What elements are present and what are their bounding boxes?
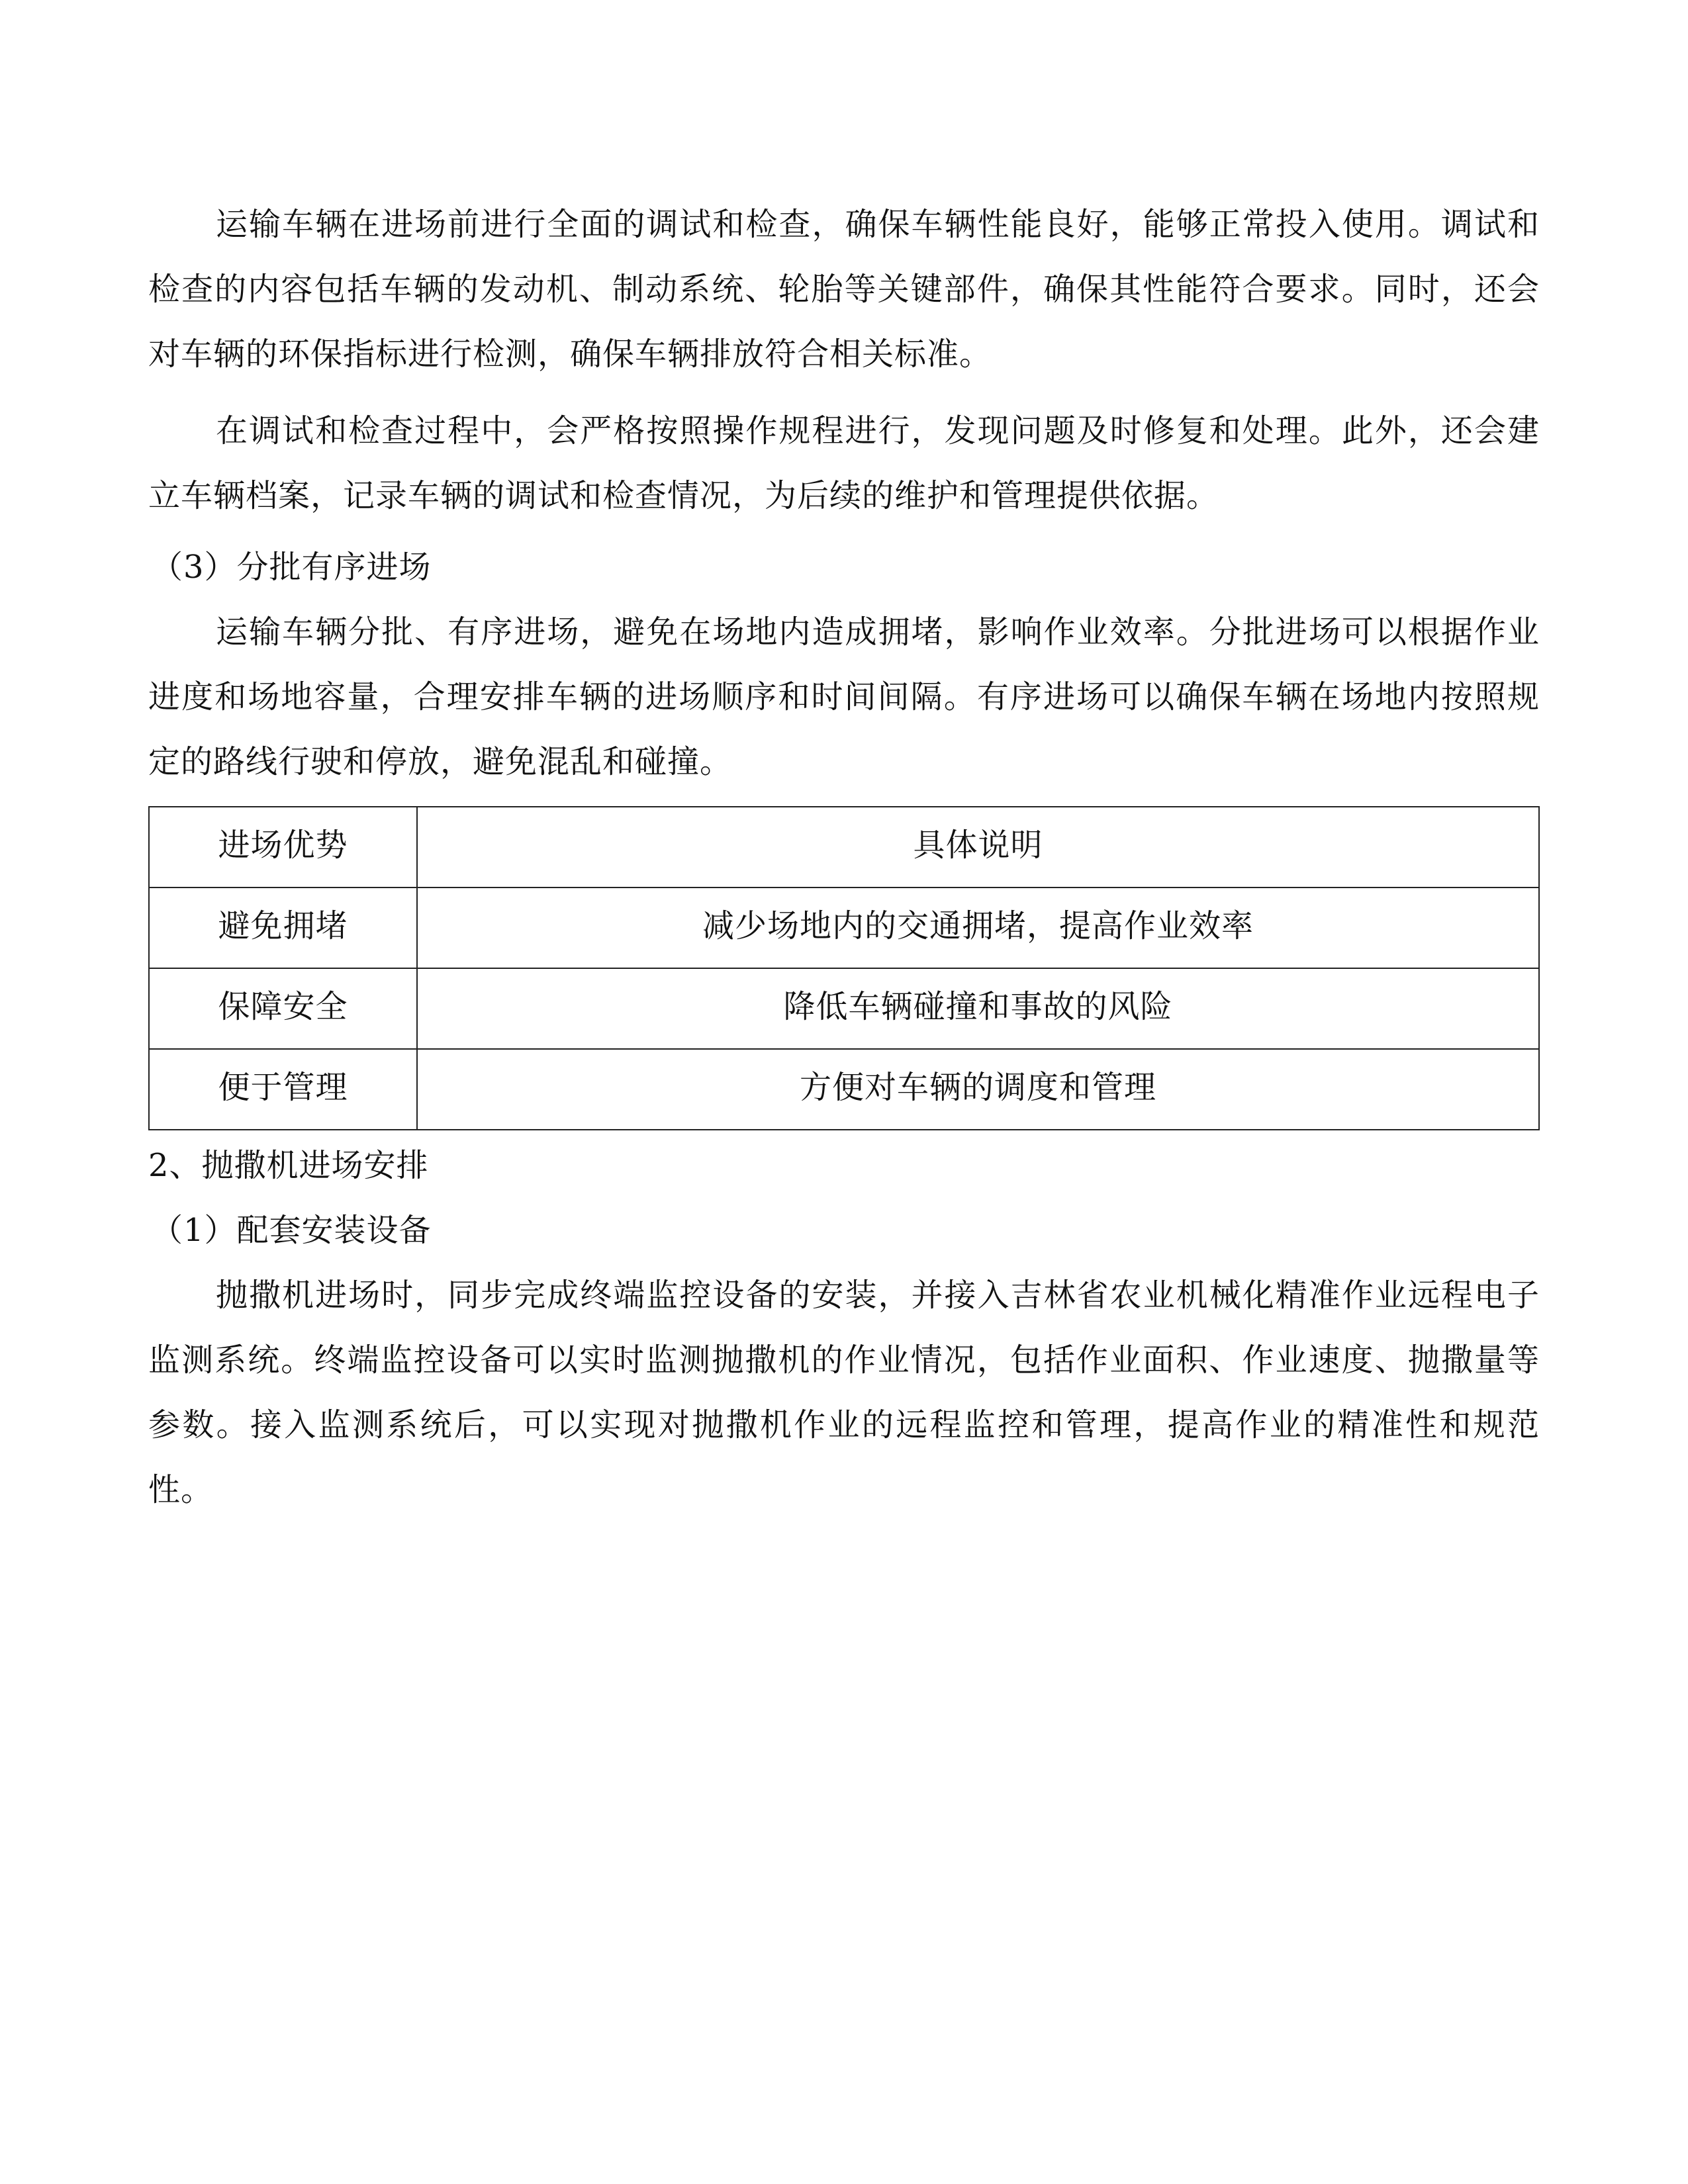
table-header-cell: 具体说明 [417, 807, 1539, 887]
table-header-row [149, 807, 1539, 887]
table-row [149, 1049, 1539, 1130]
entry-advantages-table [148, 806, 1540, 1130]
table-row [149, 968, 1539, 1049]
heading-equipment-install: （1）配套安装设备 [151, 1212, 432, 1249]
table-cell: 避免拥堵 [149, 887, 417, 968]
table-cell: 降低车辆碰撞和事故的风险 [417, 968, 1539, 1049]
table-header-cell: 进场优势 [149, 807, 417, 887]
paragraph-equipment-install: 抛撒机进场时，同步完成终端监控设备的安装，并接入吉林省农业机械化精准作业远程电子监测系统。终端监控设备可以实时监测抛撒机的作业情况，包括作业面积、作业速度、抛撒量等参数。接入监测系统后，可以实现对抛撒机作业的远程监控和管理，提高作业的精准性和规范性。 [148, 1277, 1540, 1508]
table-cell: 减少场地内的交通拥堵，提高作业效率 [417, 887, 1539, 968]
table-cell: 保障安全 [149, 968, 417, 1049]
heading-spreader-entry: 2、抛撒机进场安排 [148, 1147, 429, 1184]
table-cell: 便于管理 [149, 1049, 417, 1130]
paragraph-vehicle-inspection: 运输车辆在进场前进行全面的调试和检查，确保车辆性能良好，能够正常投入使用。调试和检查的内容包括车辆的发动机、制动系统、轮胎等关键部件，确保其性能符合要求。同时，还会对车辆的环保指标进行检测，确保车辆排放符合相关标准。 [148, 206, 1540, 373]
document-page [148, 192, 1540, 1522]
table-row [149, 887, 1539, 968]
heading-batch-entry: （3）分批有序进场 [151, 549, 432, 586]
paragraph-inspection-process: 在调试和检查过程中，会严格按照操作规程进行，发现问题及时修复和处理。此外，还会建立车辆档案，记录车辆的调试和检查情况，为后续的维护和管理提供依据。 [148, 412, 1540, 514]
table-cell: 方便对车辆的调度和管理 [417, 1049, 1539, 1130]
paragraph-batch-entry: 运输车辆分批、有序进场，避免在场地内造成拥堵，影响作业效率。分批进场可以根据作业进度和场地容量，合理安排车辆的进场顺序和时间间隔。有序进场可以确保车辆在场地内按照规定的路线行驶和停放，避免混乱和碰撞。 [148, 614, 1540, 780]
